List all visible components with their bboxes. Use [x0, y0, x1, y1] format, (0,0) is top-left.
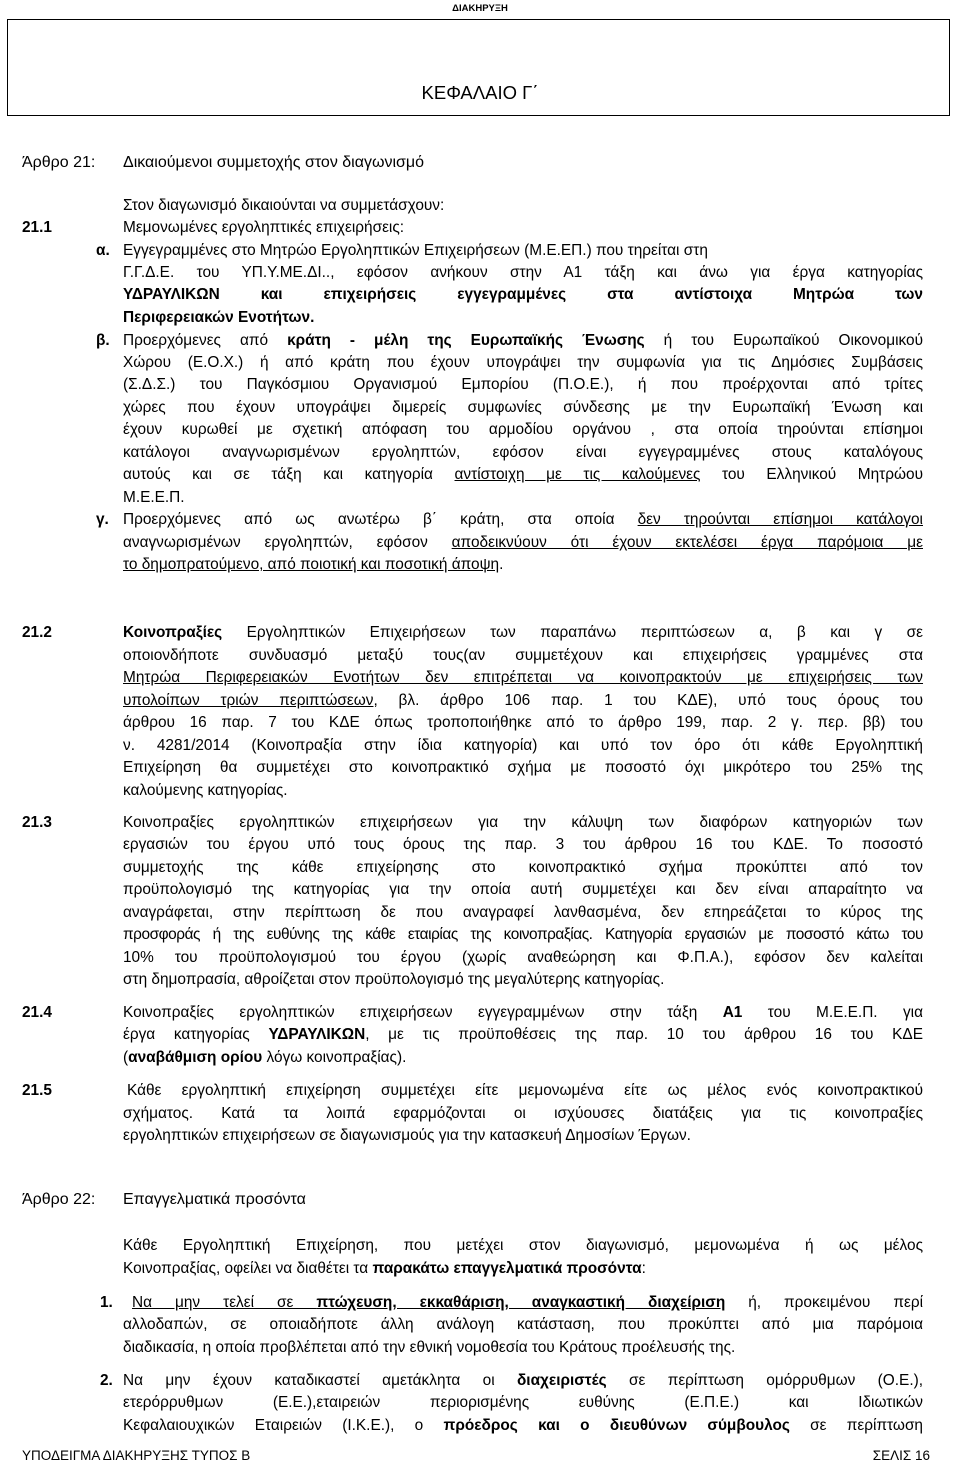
running-header: ΔΙΑΚΗΡΥΞΗ	[452, 3, 508, 14]
list-item-1-number: 1.	[100, 1294, 113, 1311]
para-21-3-line: προϋπολογισμό της κατηγορίας για την οποία αυτή συμμετέχει και δεν είναι απαραίτητο να	[123, 881, 923, 898]
list-item-1-line: Να μην τελεί σε πτώχευση, εκκαθάριση, αναγκαστική διαχείριση ή, προκειμένου περί	[132, 1294, 923, 1311]
para-21-3-line: προσφοράς ή της ευθύνης της κάθε εταιρίας της κοινοπραξίας. Κατηγορία εργασιών με ποσοστό κάτω του	[123, 926, 923, 943]
article-22-intro-line: Κάθε Εργοληπτική Επιχείρηση, που μετέχει στον διαγωνισμό, μεμονωμένα ή ως μέλος	[123, 1237, 923, 1254]
item-a-line: Περιφερειακών Ενοτήτων.	[123, 309, 315, 326]
list-item-2-number: 2.	[100, 1372, 113, 1389]
item-a-label: α.	[96, 242, 110, 259]
item-c-line: αναγνωρισμένων εργοληπτών, εφόσον αποδεικνύουν ότι έχουν εκτελέσει έργα παρόμοια με	[123, 534, 923, 551]
item-c-line: το δημοπρατούμενο, από ποιοτική και ποσοτική άποψη.	[123, 556, 504, 573]
chapter-title: ΚΕΦΑΛΑΙΟ Γ΄	[421, 82, 539, 103]
item-a-line: Εγγεγραμμένες στο Μητρώο Εργοληπτικών Επιχειρήσεων (Μ.Ε.ΕΠ.) που τηρείται στη	[123, 242, 708, 259]
article-21-title: Δικαιούμενοι συμμετοχής στον διαγωνισμό	[123, 154, 425, 171]
para-21-3-number: 21.3	[22, 814, 52, 831]
item-b-label: β.	[96, 332, 110, 349]
item-b-line: αυτούς και σε τάξη και κατηγορία αντίστοιχη με τις καλούμενες του Ελληνικού Μητρώου	[123, 466, 923, 483]
para-21-2-line: υπολοίπων τριών περιπτώσεων, βλ. άρθρο 106 παρ. 1 του ΚΔΕ), υπό τους όρους του	[123, 692, 923, 709]
item-c-line: Προερχόμενες από ως ανωτέρω β΄ κράτη, στα οποία δεν τηρούνται επίσημοι κατάλογοι	[123, 511, 923, 528]
item-b-line: κατάλογοι αναγνωρισμένων εργοληπτών, εφόσον είναι εγγεγραμμένες στους καταλόγους	[123, 444, 923, 461]
para-21-4-line: έργα κατηγορίας ΥΔΡΑΥΛΙΚΩΝ, με τις προϋποθέσεις της παρ. 10 του άρθρου 16 του ΚΔΕ	[123, 1026, 923, 1043]
footer-left: ΥΠΟΔΕΙΓΜΑ ΔΙΑΚΗΡΥΞΗΣ ΤΥΠΟΣ Β	[22, 1448, 251, 1463]
para-21-4-line: Κοινοπραξίες εργοληπτικών επιχειρήσεων εγγεγραμμένων στην τάξη Α1 του Μ.Ε.Ε.Π. για	[123, 1004, 923, 1021]
list-item-2-line: ετερόρρυθμων (Ε.Ε.),εταιρειών περιορισμένης ευθύνης (Ε.Π.Ε.) και Ιδιωτικών	[123, 1394, 923, 1411]
item-c-label: γ.	[96, 511, 109, 528]
para-21-5-line: Κάθε εργοληπτική επιχείρηση συμμετέχει είτε μεμονωμένα είτε ως μέλος ενός κοινοπρακτικού	[127, 1082, 923, 1099]
para-21-2-line: άρθρου 16 παρ. 7 του ΚΔΕ όπως τροποποιήθηκε από το άρθρο 199, παρ. 2 γ. περ. ββ) του	[123, 714, 923, 731]
list-item-1-line: διαδικασία, η οποία προβλέπεται από την εθνική νομοθεσία του Κράτους προέλευσής της.	[123, 1339, 736, 1356]
item-b-line: Χώρου (Ε.Ο.Χ.) ή από κράτη που έχουν υπογράψει την συμφωνία για τις Δημόσιες Συμβάσεις	[123, 354, 923, 371]
para-21-3-line: αναγράφεται, στην περίπτωση δε που αναγραφεί λανθασμένα, δεν επηρεάζεται το κύρος της	[123, 904, 923, 921]
para-21-2-line: ν. 4281/2014 (Κοινοπραξία στην ίδια κατηγορία) και υπό τον όρο ότι κάθε Εργοληπτική	[123, 737, 923, 754]
item-b-line: Προερχόμενες από κράτη - μέλη της Ευρωπαϊκής Ένωσης ή του Ευρωπαϊκού Οικονομικού	[123, 332, 924, 349]
para-21-3-line: στη δημοπρασία, αθροίζεται στον προϋπολογισμό της μεγαλύτερης κατηγορίας.	[123, 971, 665, 988]
item-b-line: χώρες που έχουν υπογράψει διμερείς συμφωνίες σύνδεσης με την Ευρωπαϊκή Ένωση και	[123, 399, 923, 416]
article-21-intro: Στον διαγωνισμό δικαιούνται να συμμετάσχουν:	[123, 197, 445, 214]
para-21-3-line: Κοινοπραξίες εργοληπτικών επιχειρήσεων για την κάλυψη των διαφόρων κατηγοριών των	[123, 814, 923, 831]
item-b-line: Μ.Ε.Ε.Π.	[123, 489, 185, 506]
article-21-label: Άρθρο 21:	[22, 154, 96, 171]
list-item-2-line: Κεφαλαιουχικών Εταιρειών (Ι.Κ.Ε.), ο πρόεδρος και ο διευθύνων σύμβουλος σε περίπτωση	[123, 1417, 923, 1434]
para-21-5-number: 21.5	[22, 1082, 52, 1099]
para-21-4-number: 21.4	[22, 1004, 52, 1021]
para-21-2-line: Επιχείρηση θα συμμετέχει στο κοινοπρακτικό σχήμα με ποσοστό όχι μικρότερο του 25% της	[123, 759, 923, 776]
item-a-line: ΥΔΡΑΥΛΙΚΩΝ και επιχειρήσεις εγγεγραμμένες στα αντίστοιχα Μητρώα των	[123, 286, 923, 303]
list-item-1-line: αλλοδαπών, σε οποιαδήποτε άλλη ανάλογη κατάσταση, που προκύπτει από μια παρόμοια	[123, 1316, 923, 1333]
para-21-2-line: Κοινοπραξίες Εργοληπτικών Επιχειρήσεων των παραπάνω περιπτώσεων α, β και γ σε	[123, 624, 923, 641]
article-22-title: Επαγγελματικά προσόντα	[123, 1191, 306, 1208]
para-21-5-line: σχήματος. Κατά τα λοιπά εφαρμόζονται οι ισχύουσες διατάξεις για τις κοινοπραξίες	[123, 1105, 923, 1122]
para-21-3-line: συμμετοχής της κάθε επιχείρησης στο κοινοπρακτικό σχήμα προκύπτει από τον	[123, 859, 923, 876]
item-a-line: Γ.Γ.Δ.Ε. του ΥΠ.Υ.ΜΕ.ΔΙ.., εφόσον ανήκουν στην Α1 τάξη και άνω για έργα κατηγορίας	[123, 264, 923, 281]
para-21-2-number: 21.2	[22, 624, 52, 641]
para-21-2-line: καλούμενης κατηγορίας.	[123, 782, 288, 799]
article-22-label: Άρθρο 22:	[22, 1191, 96, 1208]
para-21-3-line: 10% του προϋπολογισμού του έργου (χωρίς αναθεώρηση και Φ.Π.Α.), εφόσον δεν καλείται	[123, 949, 923, 966]
item-b-line: έχουν κυρωθεί με σχετική απόφαση του αρμοδίου οργάνου , στα οποία τηρούνται επίσημοι	[123, 421, 923, 438]
para-21-1-heading: Μεμονωμένες εργοληπτικές επιχειρήσεις:	[123, 219, 405, 236]
para-21-4-line: (αναβάθμιση ορίου λόγω κοινοπραξίας).	[123, 1049, 407, 1066]
para-21-2-line: Μητρώα Περιφερειακών Ενοτήτων δεν επιτρέπεται να κοινοπρακτούν με επιχειρήσεις των	[123, 669, 924, 686]
para-21-3-line: εργασιών του έργου υπό τους όρους της παρ. 3 του άρθρου 16 του ΚΔΕ. Το ποσοστό	[123, 836, 923, 853]
para-21-2-line: οποιονδήποτε συνδυασμό μεταξύ τους(αν συμμετέχουν και επιχειρήσεις γραμμένες στα	[123, 647, 923, 664]
item-b-line: (Σ.Δ.Σ.) του Παγκόσμιου Οργανισμού Εμπορίου (Π.Ο.Ε.), ή που προέρχονται από τρίτες	[123, 376, 923, 393]
list-item-2-line: Να μην έχουν καταδικαστεί αμετάκλητα οι διαχειριστές σε περίπτωση ομόρρυθμων (Ο.Ε.),	[123, 1372, 923, 1389]
footer-page-number: ΣΕΛΙΣ 16	[872, 1448, 930, 1463]
para-21-5-line: εργοληπτικών επιχειρήσεων σε διαγωνισμούς για την κατασκευή Δημοσίων Έργων.	[123, 1127, 691, 1144]
para-21-1-number: 21.1	[22, 219, 52, 236]
article-22-intro-line: Κοινοπραξίας, οφείλει να διαθέτει τα παρακάτω επαγγελματικά προσόντα:	[123, 1260, 646, 1277]
